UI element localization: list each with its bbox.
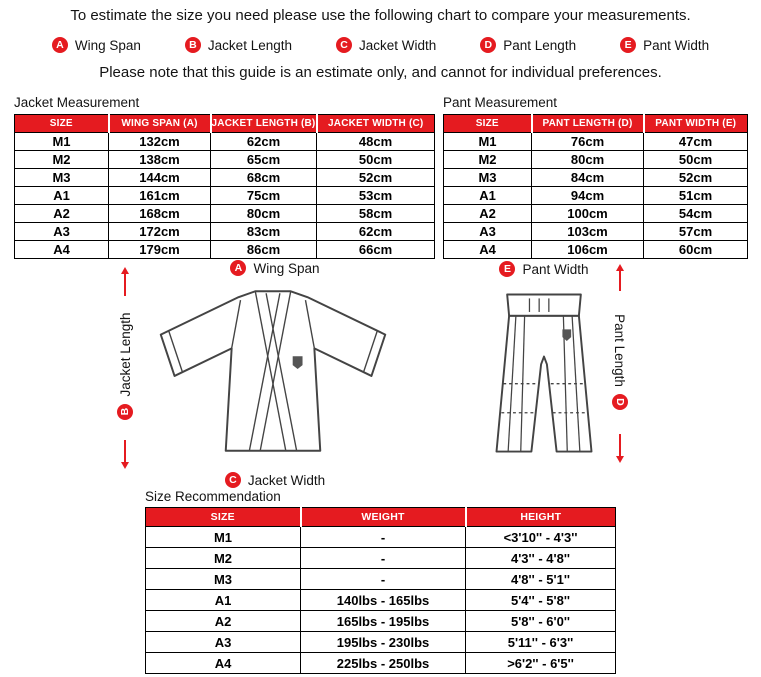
table-cell: 84cm <box>532 169 644 187</box>
table-row <box>15 241 435 259</box>
table-cell: >6'2'' - 6'5'' <box>466 653 616 674</box>
table-header-row <box>146 508 616 527</box>
table-cell: 144cm <box>109 169 211 187</box>
table-cell: 179cm <box>109 241 211 259</box>
arrow-down-icon <box>121 462 129 469</box>
table-row <box>146 632 616 653</box>
table-cell: <3'10'' - 4'3'' <box>466 527 616 548</box>
jacket-drawing <box>145 283 401 466</box>
table-row <box>15 169 435 187</box>
column-header: SIZE <box>15 115 109 133</box>
table-cell: 47cm <box>644 133 748 151</box>
table-cell: A1 <box>146 590 301 611</box>
column-header: PANT LENGTH (D) <box>532 115 644 133</box>
table-cell: M1 <box>444 133 532 151</box>
legend-label: Jacket Length <box>207 37 292 53</box>
table-cell: 54cm <box>644 205 748 223</box>
table-cell: A3 <box>444 223 532 241</box>
pants-diagram <box>481 286 607 462</box>
table-cell: - <box>301 569 466 590</box>
jacket-length-diagram-label <box>116 296 134 436</box>
table-cell: 5'8'' - 6'0'' <box>466 611 616 632</box>
legend-label: Wing Span <box>74 37 141 53</box>
table-cell: 5'11'' - 6'3'' <box>466 632 616 653</box>
table-cell: 52cm <box>644 169 748 187</box>
table-cell: 60cm <box>644 241 748 259</box>
jacket-table-title: Jacket Measurement <box>14 95 140 110</box>
table-row <box>444 169 748 187</box>
letter-badge-e: E <box>499 261 515 277</box>
letter-badge-a: A <box>230 260 246 276</box>
pant-width-diagram-label <box>481 261 607 277</box>
size-recommendation-table <box>145 507 616 674</box>
table-cell: 106cm <box>532 241 644 259</box>
table-cell: A2 <box>444 205 532 223</box>
letter-badge-b: B <box>117 404 133 420</box>
table-cell: 50cm <box>317 151 435 169</box>
table-cell: 140lbs - 165lbs <box>301 590 466 611</box>
pants-drawing <box>481 286 607 467</box>
table-cell: - <box>301 548 466 569</box>
table-cell: M3 <box>15 169 109 187</box>
legend-item <box>52 37 141 53</box>
diagram-label-text: Pant Width <box>522 261 589 277</box>
table-cell: 172cm <box>109 223 211 241</box>
legend-label: Pant Length <box>503 37 577 53</box>
table-row <box>146 653 616 674</box>
table-cell: A4 <box>444 241 532 259</box>
table-cell: 4'8'' - 5'1'' <box>466 569 616 590</box>
table-row <box>444 151 748 169</box>
table-cell: 161cm <box>109 187 211 205</box>
table-cell: 4'3'' - 4'8'' <box>466 548 616 569</box>
table-row <box>15 187 435 205</box>
column-header: JACKET WIDTH (C) <box>317 115 435 133</box>
table-cell: 68cm <box>211 169 317 187</box>
legend-label: Jacket Width <box>358 37 437 53</box>
letter-badge-c: C <box>225 472 241 488</box>
arrow-down-icon <box>616 456 624 463</box>
diagram-label-text: Pant Length <box>612 314 628 387</box>
arrow-up-icon <box>616 264 624 271</box>
table-row <box>444 187 748 205</box>
table-cell: 65cm <box>211 151 317 169</box>
table-header-row <box>15 115 435 133</box>
table-row <box>444 205 748 223</box>
column-header: WING SPAN (A) <box>109 115 211 133</box>
column-header: WEIGHT <box>301 508 466 527</box>
table-row <box>444 133 748 151</box>
table-cell: - <box>301 527 466 548</box>
table-cell: 57cm <box>644 223 748 241</box>
table-cell: 103cm <box>532 223 644 241</box>
diagram-label-text: Jacket Length <box>117 312 133 397</box>
table-cell: 62cm <box>317 223 435 241</box>
column-header: HEIGHT <box>466 508 616 527</box>
letter-badge-e: E <box>620 37 636 53</box>
table-cell: A1 <box>444 187 532 205</box>
intro-text: To estimate the size you need please use the following chart to compare your measurements. <box>70 7 691 24</box>
table-row <box>444 241 748 259</box>
table-header-row <box>444 115 748 133</box>
table-row <box>146 527 616 548</box>
table-cell: A2 <box>15 205 109 223</box>
table-cell: 51cm <box>644 187 748 205</box>
jacket-width-diagram-label <box>150 472 400 488</box>
table-cell: 76cm <box>532 133 644 151</box>
table-cell: A2 <box>146 611 301 632</box>
letter-badge-b: B <box>185 37 201 53</box>
jacket-length-dimension-line <box>124 274 126 296</box>
table-cell: 80cm <box>211 205 317 223</box>
jacket-measurement-table <box>14 114 435 259</box>
table-cell: 66cm <box>317 241 435 259</box>
table-cell: M1 <box>15 133 109 151</box>
table-cell: 5'4'' - 5'8'' <box>466 590 616 611</box>
pant-length-dimension-line <box>619 271 621 291</box>
table-cell: A4 <box>146 653 301 674</box>
table-cell: M2 <box>15 151 109 169</box>
pant-length-diagram-label <box>611 293 629 431</box>
table-row <box>444 223 748 241</box>
letter-badge-d: D <box>612 394 628 410</box>
legend-label: Pant Width <box>643 37 710 53</box>
table-cell: 80cm <box>532 151 644 169</box>
table-cell: 52cm <box>317 169 435 187</box>
table-row <box>15 205 435 223</box>
wing-span-diagram-label <box>150 260 400 276</box>
diagram-label-text: Wing Span <box>253 260 320 276</box>
table-cell: 86cm <box>211 241 317 259</box>
table-row <box>146 569 616 590</box>
recommendation-table-title: Size Recommendation <box>145 489 281 504</box>
table-cell: 48cm <box>317 133 435 151</box>
table-cell: 138cm <box>109 151 211 169</box>
measurement-legend <box>0 37 761 53</box>
table-row <box>15 151 435 169</box>
legend-item <box>185 37 292 53</box>
table-cell: 50cm <box>644 151 748 169</box>
table-row <box>146 548 616 569</box>
table-row <box>15 133 435 151</box>
pant-table-title: Pant Measurement <box>443 95 558 110</box>
legend-item <box>620 37 709 53</box>
table-cell: 53cm <box>317 187 435 205</box>
table-row <box>146 611 616 632</box>
table-cell: 83cm <box>211 223 317 241</box>
table-cell: 168cm <box>109 205 211 223</box>
note-text: Please note that this guide is an estimate only, and cannot for individual preferences. <box>99 64 662 81</box>
table-cell: 132cm <box>109 133 211 151</box>
letter-badge-d: D <box>480 37 496 53</box>
letter-badge-c: C <box>336 37 352 53</box>
table-cell: M3 <box>146 569 301 590</box>
pant-length-dimension-line <box>619 434 621 456</box>
pant-measurement-table <box>443 114 748 259</box>
table-cell: A3 <box>146 632 301 653</box>
column-header: SIZE <box>444 115 532 133</box>
letter-badge-a: A <box>52 37 68 53</box>
table-cell: A1 <box>15 187 109 205</box>
table-cell: 100cm <box>532 205 644 223</box>
table-cell: 225lbs - 250lbs <box>301 653 466 674</box>
table-cell: 94cm <box>532 187 644 205</box>
jacket-diagram <box>145 283 401 461</box>
table-row <box>15 223 435 241</box>
table-cell: A3 <box>15 223 109 241</box>
legend-item <box>480 37 576 53</box>
column-header: JACKET LENGTH (B) <box>211 115 317 133</box>
arrow-up-icon <box>121 267 129 274</box>
table-row <box>146 590 616 611</box>
table-cell: M1 <box>146 527 301 548</box>
column-header: SIZE <box>146 508 301 527</box>
table-cell: 58cm <box>317 205 435 223</box>
table-cell: 165lbs - 195lbs <box>301 611 466 632</box>
table-cell: M2 <box>444 151 532 169</box>
legend-item <box>336 37 436 53</box>
column-header: PANT WIDTH (E) <box>644 115 748 133</box>
diagram-label-text: Jacket Width <box>247 472 326 488</box>
jacket-length-dimension-line <box>124 440 126 462</box>
table-cell: M3 <box>444 169 532 187</box>
table-cell: 62cm <box>211 133 317 151</box>
table-cell: M2 <box>146 548 301 569</box>
table-cell: A4 <box>15 241 109 259</box>
table-cell: 75cm <box>211 187 317 205</box>
table-cell: 195lbs - 230lbs <box>301 632 466 653</box>
